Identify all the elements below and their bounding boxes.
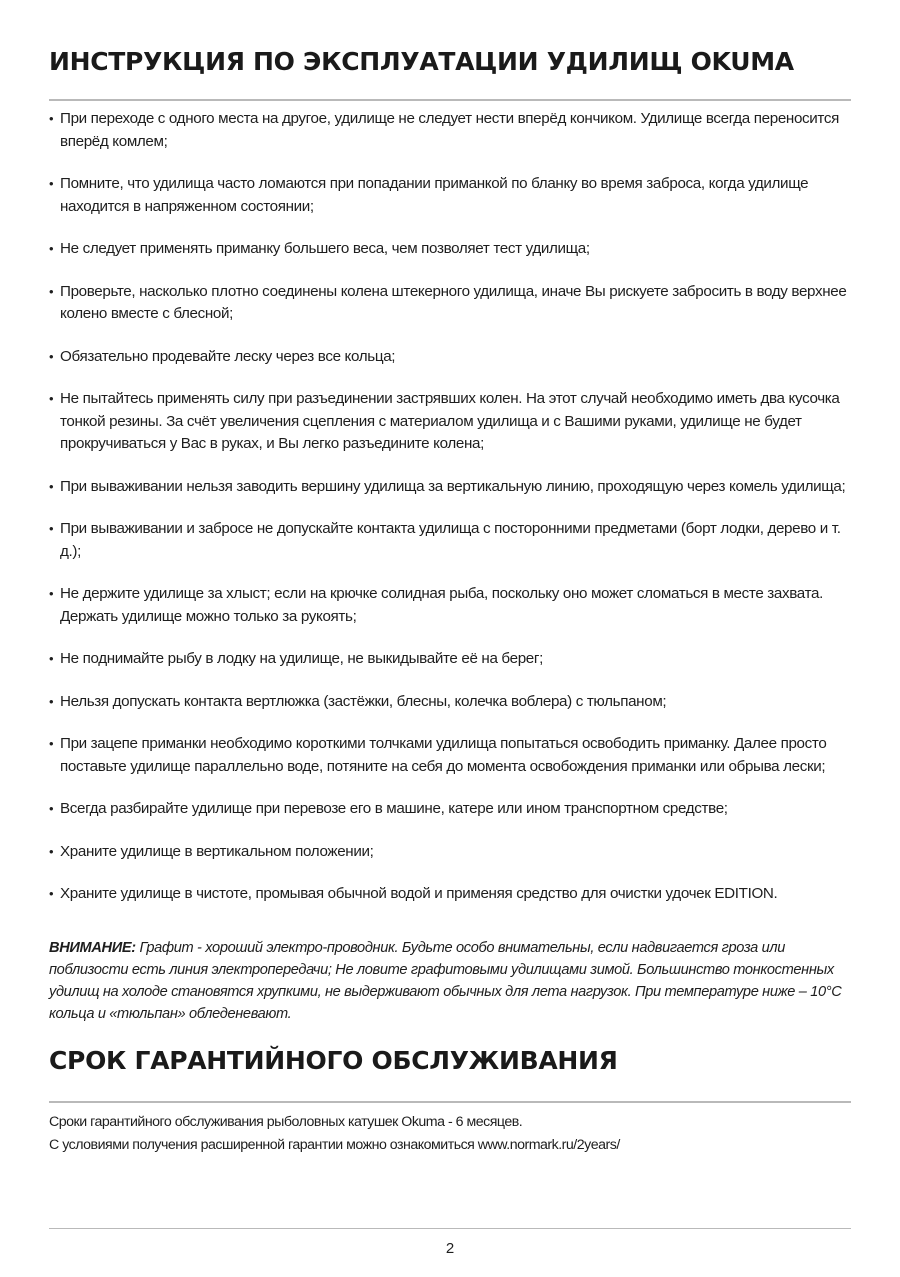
bullet-icon: • [49, 478, 54, 494]
list-item [49, 518, 857, 563]
list-item [49, 108, 857, 153]
bullet-icon: • [49, 693, 54, 709]
instruction-list [49, 108, 857, 926]
list-item [49, 476, 857, 499]
bullet-icon: • [49, 283, 54, 299]
list-item [49, 173, 857, 218]
list-item-text: При вываживании нельзя заводить вершину удилища за вертикальную линию, проходящую через комель удилища; [60, 477, 846, 495]
warranty-text [49, 1111, 849, 1156]
bullet-icon: • [49, 886, 54, 901]
warranty-line: Сроки гарантийного обслуживания рыболовных катушек Okuma - 6 месяцев. [49, 1114, 523, 1130]
list-item-text: Нельзя допускать контакта вертлюжка (застёжки, блесны, колечка воблера) с тюльпаном; [60, 692, 667, 710]
warranty-line: С условиями получения расширенной гарантии можно ознакомиться www.normark.ru/2years/ [49, 1136, 620, 1153]
bullet-icon: • [49, 521, 54, 536]
footer-divider [49, 1228, 851, 1229]
bullet-icon: • [49, 843, 54, 859]
bullet-icon: • [49, 801, 54, 816]
list-item-text: Храните удилище в вертикальном положении; [60, 842, 374, 860]
list-item [49, 733, 857, 778]
list-item [49, 883, 857, 906]
list-item [49, 281, 857, 326]
list-item [49, 388, 857, 456]
page-number: 2 [445, 1240, 455, 1257]
warning-label: ВНИМАНИЕ: [49, 939, 136, 956]
page-title: ИНСТРУКЦИЯ ПО ЭКСПЛУАТАЦИИ УДИЛИЩ OKUMA [49, 47, 794, 76]
bullet-icon: • [49, 176, 54, 191]
list-item [49, 583, 857, 628]
list-item-text: Помните, что удилища часто ломаются при попадании приманкой по бланку во время заброса, когда удилище находится в напряженном состоянии; [60, 175, 809, 215]
list-item-text: При переходе с одного места на другое, удилище не следует нести вперёд кончиком. Удилище всегда переносится вперёд комлем; [60, 110, 839, 150]
list-item-text: Не поднимайте рыбу в лодку на удилище, не выкидывайте её на берег; [60, 650, 543, 667]
list-item-text: Проверьте, насколько плотно соединены колена штекерного удилища, иначе Вы рискуете забросить в воду верхнее колено вместе с блесной; [60, 282, 847, 322]
warning-text: Графит - хороший электро-проводник. Будьте особо внимательны, если надвигается гроза или поблизости есть линия электропередачи; Не ловите графитовыми удилищами зимой. Большинство тонкостенных удилищ на холоде становятся хрупкими, не выдерживают обычных для лета нагрузок. При температуре ниже – 10°С кольца и «тюльпан» обледеневают. [49, 939, 842, 1023]
list-item-text: При зацепе приманки необходимо короткими толчками удилища попытаться освободить приманку. Далее просто поставьте удилище параллельно воде, потяните на себя до момента освобождения приманки или обрыва лески; [60, 735, 827, 775]
list-item-text: Всегда разбирайте удилище при перевозе его в машине, катере или ином транспортном средстве; [60, 800, 728, 817]
list-item-text: Не держите удилище за хлыст; если на крючке солидная рыба, поскольку оно может сломаться в месте захвата. Держать удилище можно только за рукоять; [60, 585, 823, 625]
list-item-text: Не следует применять приманку большего веса, чем позволяет тест удилища; [60, 240, 590, 257]
list-item [49, 841, 857, 864]
list-item-text: При вываживании и забросе не допускайте контакта удилища с посторонними предметами (борт лодки, дерево и т. д.); [60, 520, 841, 560]
warranty-divider [49, 1101, 851, 1103]
list-item-text: Обязательно продевайте леску через все кольца; [60, 347, 396, 365]
bullet-icon: • [49, 111, 54, 126]
list-item [49, 346, 857, 369]
bullet-icon: • [49, 348, 54, 364]
list-item [49, 238, 857, 261]
list-item-text: Не пытайтесь применять силу при разъединении застрявших колен. На этот случай необходимо иметь два кусочка тонкой резины. За счёт увеличения сцепления с материалом удилища и с Вашими руками, удилище не будет прокручиваться у Вас в руках, и Вы легко разъедините колена; [60, 390, 840, 452]
warning-paragraph [49, 937, 855, 1026]
list-item [49, 648, 857, 671]
list-item [49, 798, 857, 821]
warranty-title: СРОК ГАРАНТИЙНОГО ОБСЛУЖИВАНИЯ [49, 1046, 618, 1075]
bullet-icon: • [49, 736, 54, 751]
list-item-text: Храните удилище в чистоте, промывая обычной водой и применяя средство для очистки удочек EDITION. [60, 885, 778, 902]
bullet-icon: • [49, 586, 54, 601]
bullet-icon: • [49, 241, 54, 256]
bullet-icon: • [49, 391, 54, 406]
list-item [49, 691, 857, 714]
title-divider [49, 99, 851, 101]
bullet-icon: • [49, 651, 54, 666]
